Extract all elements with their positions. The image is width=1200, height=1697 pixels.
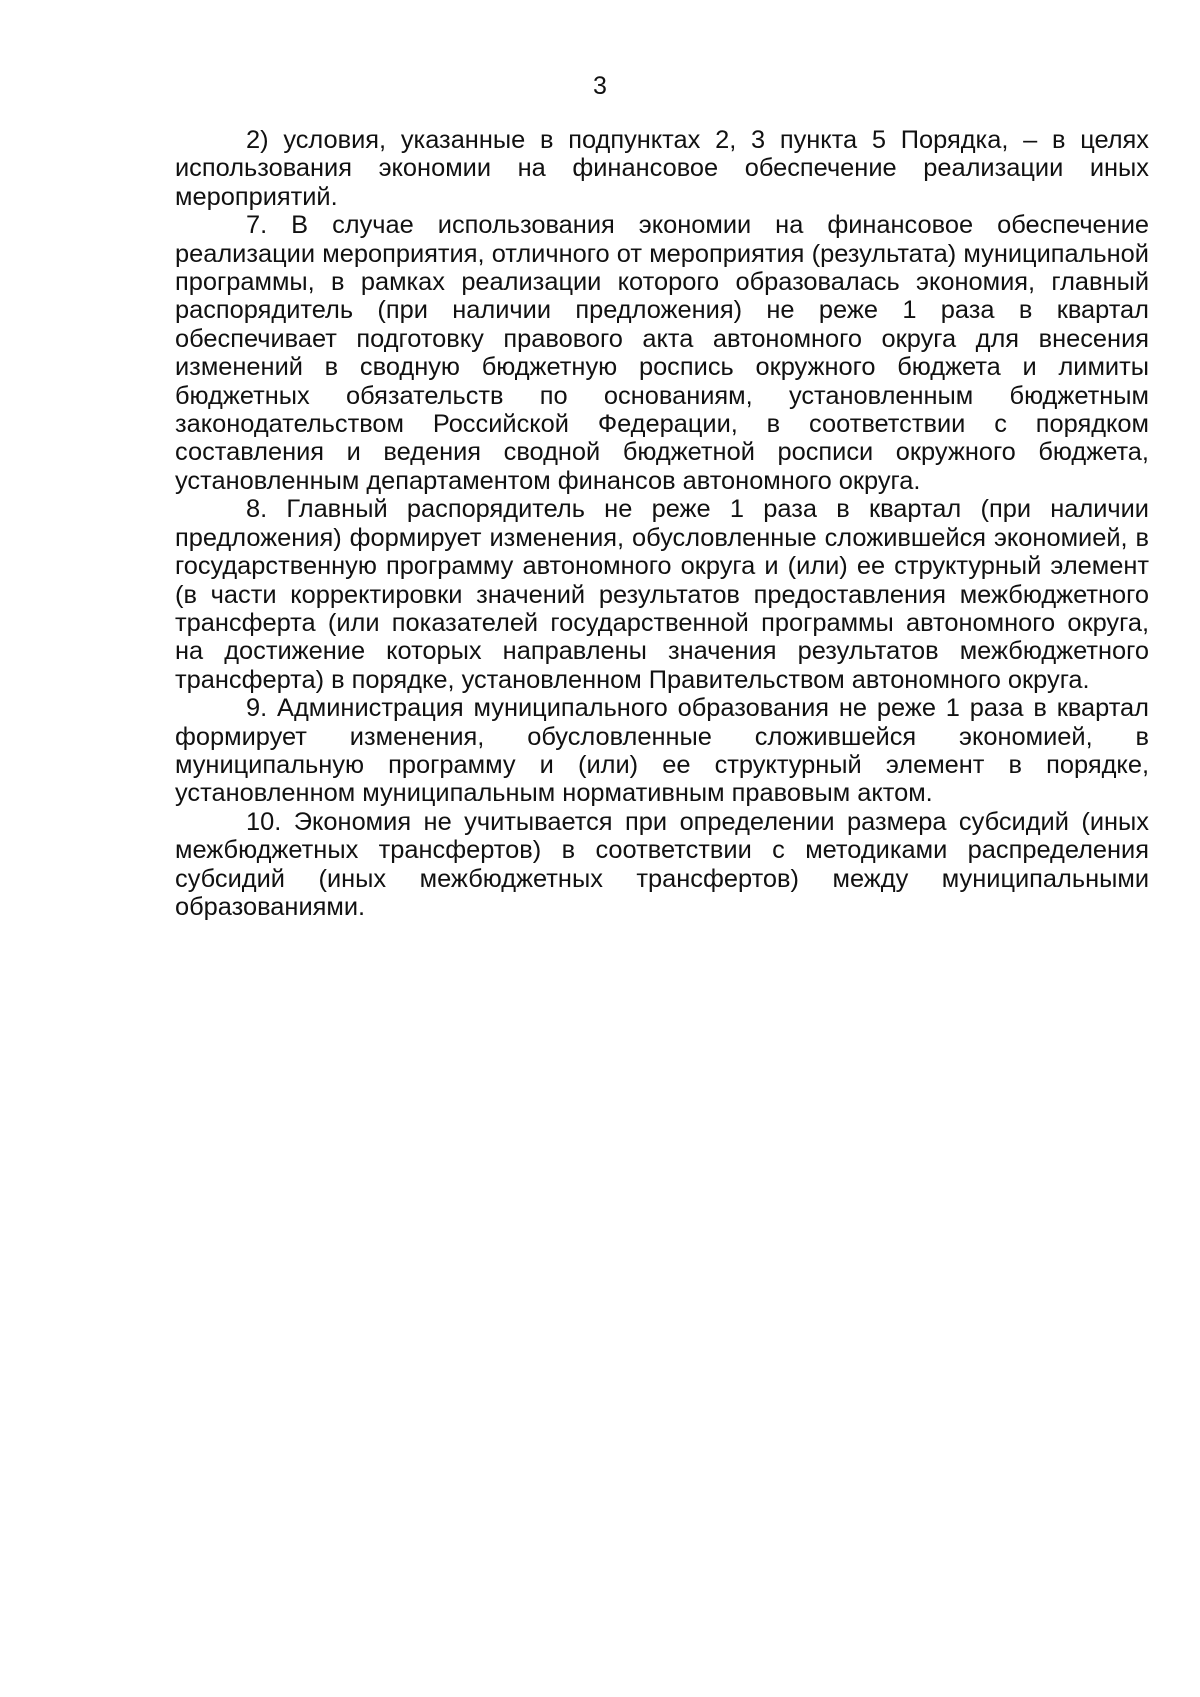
paragraph-item-9: 9. Администрация муниципального образования не реже 1 раза в квартал формирует изменения, обусловленные сложившейся экономией, в муниципальную программу и (или) ее структурный элемент в порядке, установленном муниципальным нормативным правовым актом.	[175, 694, 1149, 808]
page-number: 3	[593, 72, 607, 100]
document-body	[175, 126, 1149, 921]
paragraph-item-7: 7. В случае использования экономии на финансовое обеспечение реализации мероприятия, отличного от мероприятия (результата) муниципальной программы, в рамках реализации которого образовалась экономия, главный распорядитель (при наличии предложения) не реже 1 раза в квартал обеспечивает подготовку правового акта автономного округа для внесения изменений в сводную бюджетную роспись окружного бюджета и лимиты бюджетных обязательств по основаниям, установленным бюджетным законодательством Российской Федерации, в соответствии с порядком составления и ведения сводной бюджетной росписи окружного бюджета, установленным департаментом финансов автономного округа.	[175, 211, 1149, 495]
paragraph-item-10: 10. Экономия не учитывается при определении размера субсидий (иных межбюджетных трансфертов) в соответствии с методиками распределения субсидий (иных межбюджетных трансфертов) между муниципальными образованиями.	[175, 807, 1149, 921]
paragraph-item-8: 8. Главный распорядитель не реже 1 раза в квартал (при наличии предложения) формирует изменения, обусловленные сложившейся экономией, в государственную программу автономного округа и (или) ее структурный элемент (в части корректировки значений результатов предоставления межбюджетного трансферта (или показателей государственной программы автономного округа, на достижение которых направлены значения результатов межбюджетного трансферта) в порядке, установленном Правительством автономного округа.	[175, 495, 1149, 694]
paragraph-subitem-2: 2) условия, указанные в подпунктах 2, 3 пункта 5 Порядка, – в целях использования экономии на финансовое обеспечение реализации иных мероприятий.	[175, 126, 1149, 211]
